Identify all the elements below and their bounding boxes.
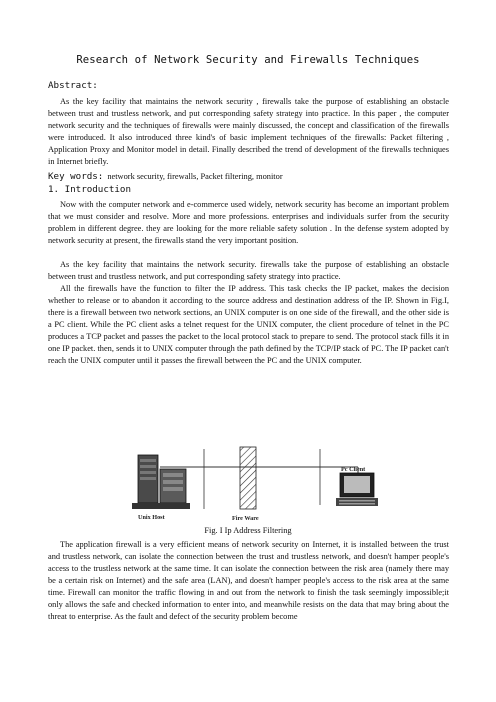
- ip-filtering-figure: [118, 445, 380, 523]
- intro-paragraph-3: All the firewalls have the function to filter the IP address. This task checks the IP packet, makes the decision whether to release or to abandon it according to the source address and destination address of the IP. Shown in Fig.I, there is a firewall between two network sections, an UNIX computer is on one side of the firewall, and the other side is a PC client. While the PC client asks a telnet request for the UNIX computer, the client procedure of telnet in the PC produces a TCP packet and passes the packet to the local protocol stack to prepare to send. The protocol stack fills it in one IP packet. then, sends it to UNIX computer through the path defined by the TCP/IP stack of PC. The IP packet can't reach the UNIX computer until it passes the firewall between the PC and the UNIX computer.: [48, 284, 449, 366]
- paper-title: Research of Network Security and Firewalls Techniques: [76, 54, 420, 66]
- post-figure-paragraph: The application firewall is a very efficient means of network security on Internet, it is installed between the trust and trustless network, can isolate the connection between the trust and trustless network, and doesn't hamper people's access to the trustless network at the same time. It can isolate the connection between the risk area (namely there may be a certain risk on Internet) and the safe area (LAN), and doesn't hamper people's access to the risk area at the same time. Firewall can monitor the traffic flowing in and out from the network to finish the task seemingly impossible;it only allows the safe and checked information to enter into, and meanwhile resists on the data that may bring about the threat to enterprise. As the fault and defect of the security problem become: [48, 540, 449, 622]
- pc-client-icon: [336, 473, 378, 506]
- keywords-line: [48, 166, 283, 184]
- intro-paragraph-1: Now with the computer network and e-commerce used widely, network security has become an important problem that we must consider and resolve. More and more professions. enterprises and individuals surfer from the security problem in different degree. they are looking for the more reliable safety solution . In the defense system adopted by network security at present, the firewalls stand the very important position.: [48, 200, 449, 246]
- abstract-text: As the key facility that maintains the network security , firewalls take the purpose of establishing an obstacle between trust and trustless network, and put corresponding safety strategy into practice. In this paper , the computer network security and the techniques of firewalls were mainly discussed, the concept and classification of the firewalls were introduced. It also introduced three kind's of basic implement techniques of the firewalls: Packet filtering , Application Proxy and Monitor model in detail. Finally described the trend of development of the firewalls techniques in Internet briefly.: [48, 97, 449, 167]
- unix-host-label: Unix Host: [138, 514, 165, 521]
- figure-caption: Fig. I Ip Address Filtering: [204, 526, 292, 535]
- firewall-label: Fire Ware: [232, 515, 259, 522]
- keywords-label: Key words:: [48, 171, 104, 182]
- unix-host-icon: [132, 455, 190, 509]
- intro-paragraph-2: As the key facility that maintains the network security. firewalls take the purpose of establishing an obstacle between trust and trustless network, and put corresponding safety strategy into practice.: [48, 260, 449, 282]
- firewall-icon: [240, 447, 256, 509]
- section-heading-introduction: 1. Introduction: [48, 184, 131, 195]
- keywords-text: network security, firewalls, Packet filtering, monitor: [107, 172, 283, 181]
- pc-client-label: Pc Client: [341, 466, 366, 473]
- abstract-heading: Abstract:: [48, 80, 98, 91]
